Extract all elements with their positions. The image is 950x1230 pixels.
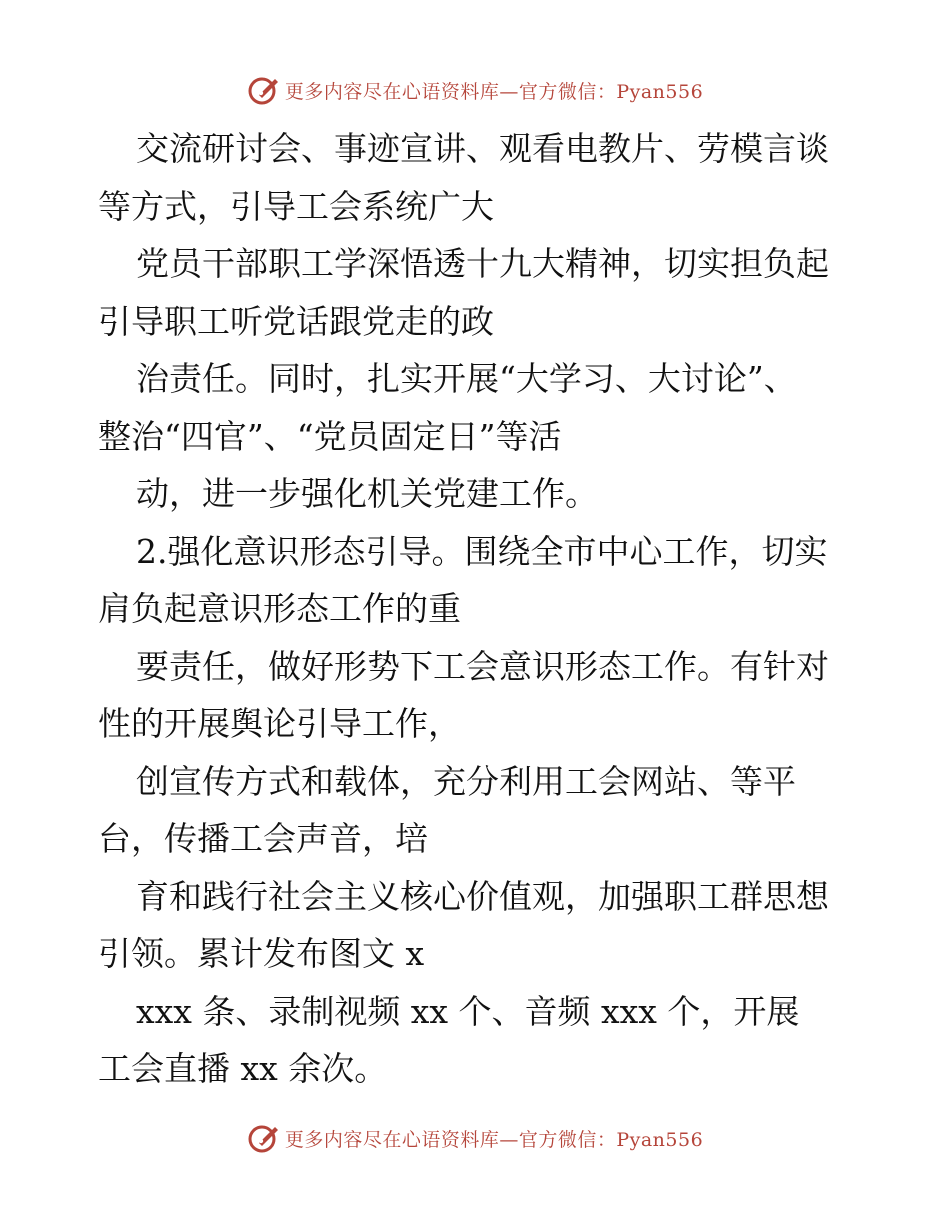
text-line: 动，进一步强化机关党建工作。 [136, 474, 598, 513]
header-banner-text [285, 77, 703, 104]
text-line: 等方式，引导工会系统广大 [98, 186, 494, 226]
text-line: 2.强化意识形态引导。围绕全市中心工作，切实 [136, 531, 828, 571]
document-body [98, 120, 858, 1098]
text-line: 党员干部职工学深悟透十九大精神，切实担负起 [136, 244, 829, 283]
text-line: 育和践行社会主义核心价值观，加强职工群思想 [136, 876, 829, 916]
text-line: 引领。累计发布图文 x [98, 934, 425, 973]
text-line: 整治“四官”、“党员固定日”等活 [98, 416, 562, 456]
text-line: 交流研讨会、事迹宣讲、观看电教片、劳模言谈 [136, 129, 829, 168]
footer-banner-text [285, 1125, 703, 1152]
pen-nib-circle-icon [247, 73, 281, 107]
text-line: 创宣传方式和载体，充分利用工会网站、等平 [136, 761, 796, 801]
footer-banner-main: 更多内容尽在心语资料库 [284, 1128, 500, 1151]
text-line: 要责任，做好形势下工会意识形态工作。有针对 [136, 646, 829, 686]
text-line: 台，传播工会声音，培 [98, 819, 428, 858]
text-line: 引导职工听党话跟党走的政 [98, 301, 494, 341]
header-banner [0, 72, 950, 108]
text-line: 治责任。同时，扎实开展“大学习、大讨论”、 [136, 359, 797, 398]
pen-nib-circle-icon [247, 1121, 281, 1155]
footer-banner [0, 1120, 950, 1156]
footer-banner-tag: 官方微信：Pyan556 [518, 1128, 704, 1151]
footer-banner-dash: — [499, 1128, 519, 1151]
header-banner-dash: — [499, 80, 519, 103]
text-line: 肩负起意识形态工作的重 [98, 589, 461, 628]
text-line: 性的开展舆论引导工作， [98, 704, 461, 743]
text-line: xxx 条、录制视频 xx 个、音频 xxx 个，开展 [136, 991, 800, 1031]
header-banner-tag: 官方微信：Pyan556 [518, 80, 704, 103]
text-line: 工会直播 xx 余次。 [98, 1049, 388, 1088]
header-banner-main: 更多内容尽在心语资料库 [284, 80, 500, 103]
